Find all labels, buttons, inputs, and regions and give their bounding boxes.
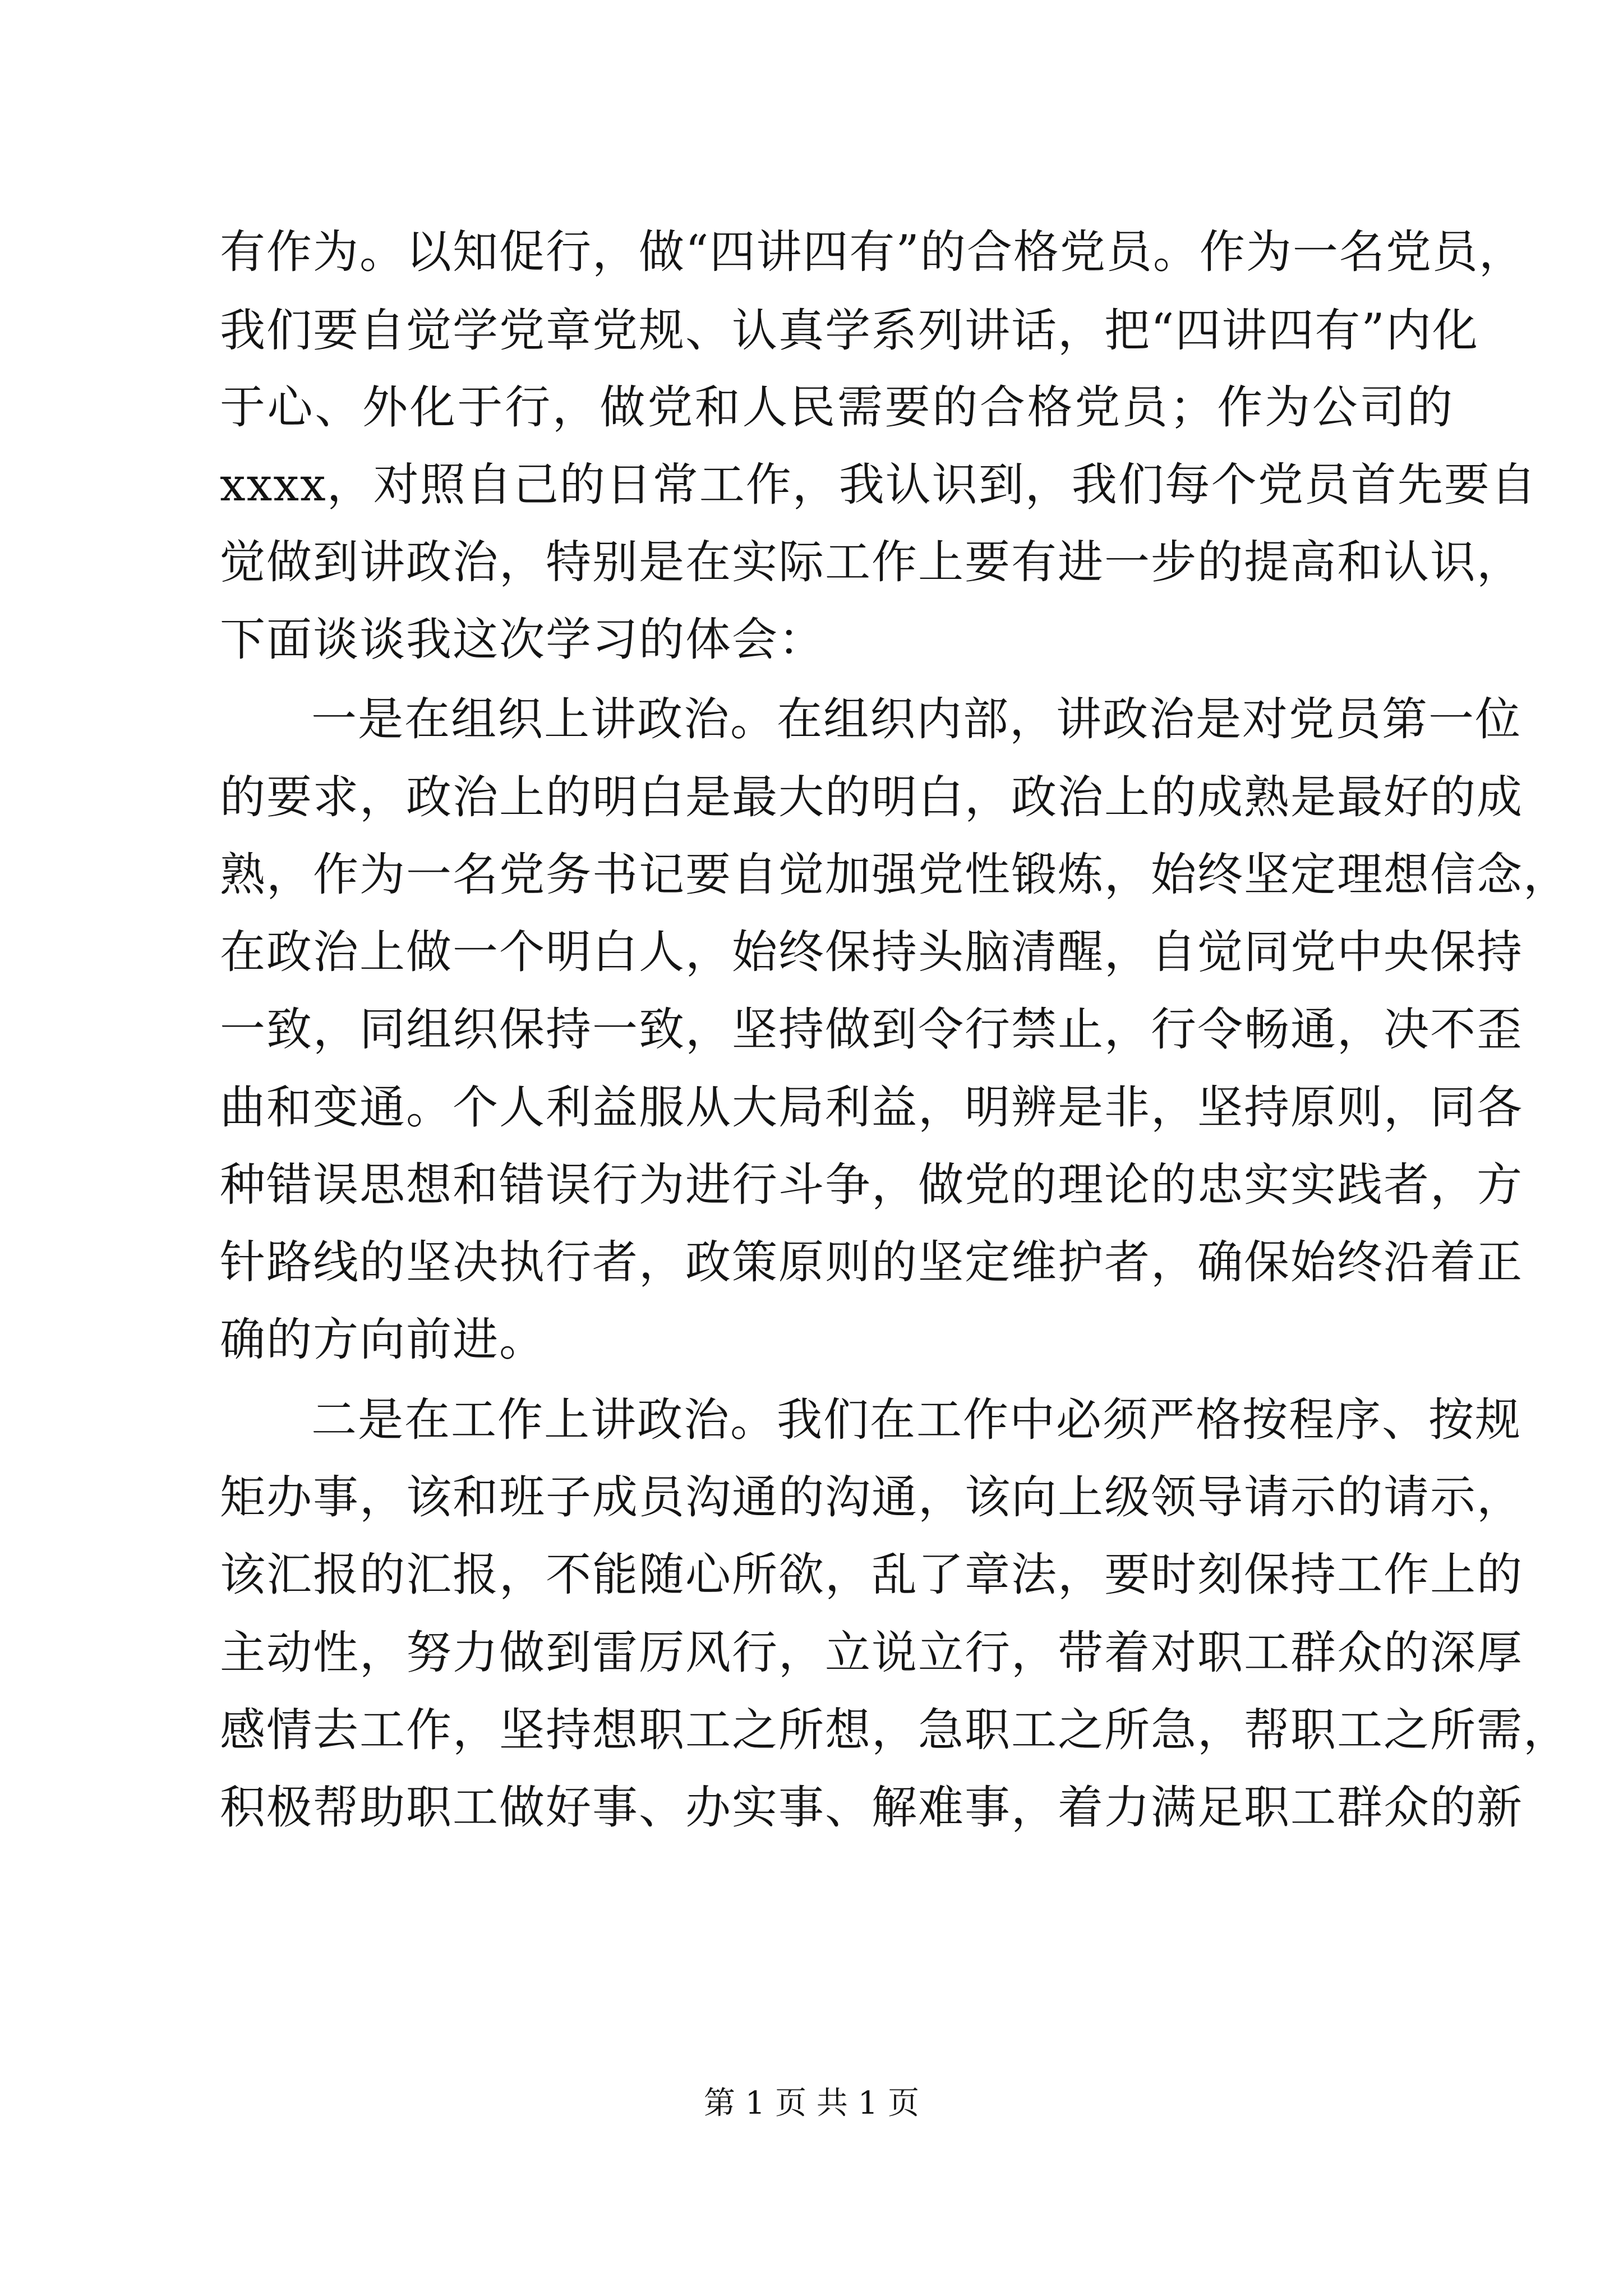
text-line: xxxx，对照自己的日常工作，我认识到，我们每个党员首先要自 [220, 459, 1537, 512]
text-line: 针路线的坚决执行者，政策原则的坚定维护者，确保始终沿着正 [220, 1236, 1524, 1289]
text-line: 于心、外化于行，做党和人民需要的合格党员；作为公司的 [220, 381, 1454, 434]
text-line: 曲和变通。个人利益服从大局利益，明辨是非，坚持原则，同各 [220, 1082, 1524, 1134]
text-line: 熟，作为一名党务书记要自觉加强党性锻炼，始终坚定理想信念， [220, 849, 1570, 901]
text-line: 积极帮助职工做好事、办实事、解难事，着力满足职工群众的新 [220, 1782, 1524, 1834]
paragraph-start-line: 一是在组织上讲政治。在组织内部，讲政治是对党员第一位 [311, 693, 1522, 746]
text-line: 的要求，政治上的明白是最大的明白，政治上的成熟是最好的成 [220, 771, 1524, 824]
text-line: 下面谈谈我这次学习的体会： [220, 614, 826, 666]
text-line: 该汇报的汇报，不能随心所欲，乱了章法，要时刻保持工作上的 [220, 1549, 1524, 1602]
text-line: 感情去工作，坚持想职工之所想，急职工之所急，帮职工之所需， [220, 1704, 1570, 1757]
text-line: 矩办事，该和班子成员沟通的沟通，该向上级领导请示的请示， [220, 1471, 1524, 1524]
paragraph-start-line: 二是在工作上讲政治。我们在工作中必须严格按程序、按规 [311, 1394, 1522, 1447]
text-line: 在政治上做一个明白人，始终保持头脑清醒，自觉同党中央保持 [220, 926, 1524, 979]
page-number-footer: 第 1 页 共 1 页 [703, 2085, 920, 2122]
text-line: 我们要自觉学党章党规、认真学系列讲话，把“四讲四有”内化 [220, 305, 1479, 357]
text-line: 觉做到讲政治，特别是在实际工作上要有进一步的提高和认识， [220, 536, 1524, 589]
text-line: 确的方向前进。 [220, 1314, 546, 1366]
text-line: 主动性，努力做到雷厉风行，立说立行，带着对职工群众的深厚 [220, 1627, 1524, 1680]
text-line: 一致，同组织保持一致，坚持做到令行禁止，行令畅通，决不歪 [220, 1004, 1524, 1056]
text-line: 有作为。以知促行，做“四讲四有”的合格党员。作为一名党员， [220, 226, 1525, 279]
text-line: 种错误思想和错误行为进行斗争，做党的理论的忠实实践者，方 [220, 1159, 1524, 1212]
